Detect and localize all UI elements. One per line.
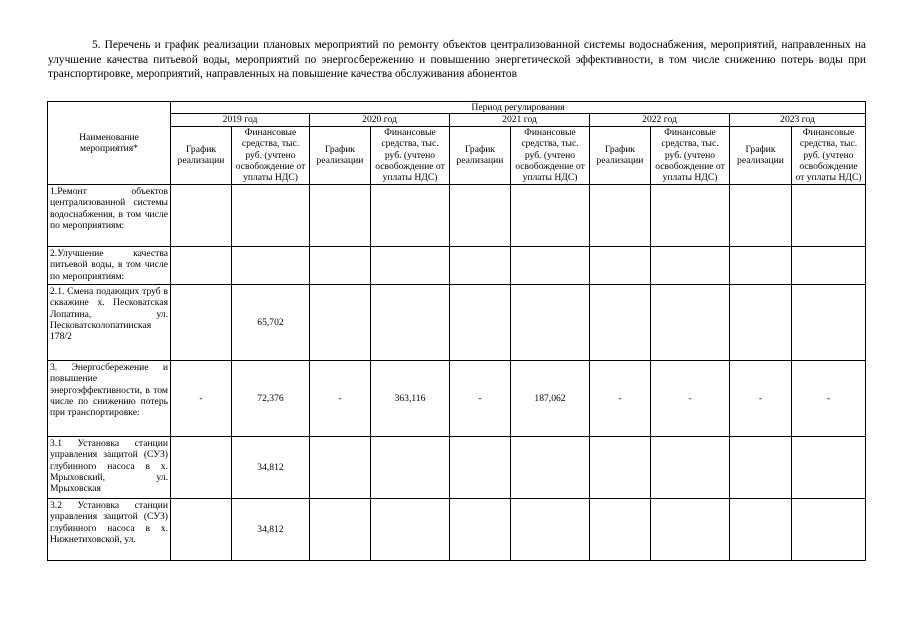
- schedule-cell: [171, 284, 232, 360]
- schedule-cell: [730, 498, 792, 560]
- document-heading: 5. Перечень и график реализации плановых мероприятий по ремонту объектов централизованной системы водоснабжения, мероприятий, направленных на улучшение качества питьевой воды, мероприятий по энергосбережению и повышению энергетической эффективности, в том числе снижению потерь воды при транспортировке, мероприятий, направленных на повышение качества обслуживания абонентов: [48, 39, 866, 81]
- schedule-cell: [310, 284, 371, 360]
- finance-cell: [792, 284, 866, 360]
- finance-cell: 34,812: [232, 436, 310, 498]
- finance-cell: 72,376: [232, 360, 310, 436]
- table-row: [48, 184, 866, 246]
- finance-cell: [232, 246, 310, 284]
- schedule-cell: [171, 498, 232, 560]
- schedule-cell: [730, 184, 792, 246]
- schedule-cell: -: [171, 360, 232, 436]
- finance-cell: [371, 246, 450, 284]
- finance-cell: 187,062: [511, 360, 590, 436]
- subheader-row: [48, 126, 866, 184]
- schedule-cell: -: [450, 360, 511, 436]
- finance-cell: [651, 284, 730, 360]
- year-header: 2020 год: [310, 114, 450, 126]
- year-header: 2019 год: [171, 114, 310, 126]
- table-row: [48, 498, 866, 560]
- finance-cell: [651, 498, 730, 560]
- schedule-cell: [590, 436, 651, 498]
- schedule-cell: [450, 436, 511, 498]
- schedule-subheader: График реализации: [730, 126, 792, 184]
- finance-cell: [511, 436, 590, 498]
- schedule-cell: [730, 246, 792, 284]
- schedule-cell: [450, 184, 511, 246]
- year-header: 2021 год: [450, 114, 590, 126]
- finance-cell: [792, 246, 866, 284]
- activity-name: 2.1. Смена подающих труб в скважине х. Песковатская Лопатина, ул. Песковатсколопатинская 178/2: [48, 284, 171, 360]
- activity-name: 1.Ремонт объектов централизованной системы водоснабжения, в том числе по мероприятиям:: [48, 184, 171, 246]
- finance-cell: [511, 184, 590, 246]
- finance-subheader: Финансовые средства, тыс. руб. (учтено освобождение от уплаты НДС): [511, 126, 590, 184]
- schedule-cell: [590, 284, 651, 360]
- activity-name: 3.1 Установка станции управления защитой (СУЗ) глубинного насоса в х. Мрыховский, ул. Мрыховская: [48, 436, 171, 498]
- table-row: [48, 436, 866, 498]
- finance-cell: [371, 184, 450, 246]
- finance-cell: -: [792, 360, 866, 436]
- activity-name: 3. Энергосбережение и повышение энергоэффективности, в том числе по снижению потерь при транспортировке:: [48, 360, 171, 436]
- finance-cell: [511, 284, 590, 360]
- year-header: 2023 год: [730, 114, 866, 126]
- finance-cell: 363,116: [371, 360, 450, 436]
- activity-name: 3.2 Установка станции управления защитой (СУЗ) глубинного насоса в х. Нижнетиховской, ул.: [48, 498, 171, 560]
- schedule-subheader: График реализации: [450, 126, 511, 184]
- schedule-cell: [730, 436, 792, 498]
- activity-name: 2.Улучшение качества питьевой воды, в том числе по мероприятиям:: [48, 246, 171, 284]
- finance-cell: -: [651, 360, 730, 436]
- finance-cell: [371, 436, 450, 498]
- finance-cell: [651, 436, 730, 498]
- finance-cell: [232, 184, 310, 246]
- schedule-cell: [310, 246, 371, 284]
- schedule-cell: [171, 246, 232, 284]
- schedule-cell: -: [590, 360, 651, 436]
- schedule-cell: [590, 498, 651, 560]
- table-row: [48, 246, 866, 284]
- years-row: [48, 114, 866, 126]
- finance-cell: [511, 246, 590, 284]
- schedule-cell: -: [310, 360, 371, 436]
- table-row: [48, 284, 866, 360]
- schedule-cell: [590, 184, 651, 246]
- schedule-cell: [310, 498, 371, 560]
- finance-subheader: Финансовые средства, тыс. руб. (учтено освобождение от уплаты НДС): [792, 126, 866, 184]
- finance-cell: [792, 436, 866, 498]
- finance-cell: [371, 284, 450, 360]
- schedule-cell: [450, 246, 511, 284]
- activities-table: [47, 101, 866, 561]
- finance-cell: 65,702: [232, 284, 310, 360]
- period-header: Период регулирования: [171, 102, 866, 114]
- schedule-cell: [171, 184, 232, 246]
- schedule-cell: [310, 184, 371, 246]
- schedule-subheader: График реализации: [590, 126, 651, 184]
- finance-cell: 34,812: [232, 498, 310, 560]
- schedule-cell: [450, 284, 511, 360]
- finance-cell: [792, 184, 866, 246]
- finance-cell: [792, 498, 866, 560]
- schedule-cell: [730, 284, 792, 360]
- name-header: Наименование мероприятия*: [48, 102, 171, 185]
- year-header: 2022 год: [590, 114, 730, 126]
- finance-cell: [511, 498, 590, 560]
- finance-subheader: Финансовые средства, тыс. руб. (учтено освобождение от уплаты НДС): [651, 126, 730, 184]
- finance-subheader: Финансовые средства, тыс. руб. (учтено освобождение от уплаты НДС): [371, 126, 450, 184]
- finance-cell: [651, 184, 730, 246]
- schedule-cell: -: [730, 360, 792, 436]
- schedule-subheader: График реализации: [310, 126, 371, 184]
- table-row: [48, 360, 866, 436]
- schedule-cell: [590, 246, 651, 284]
- finance-cell: [371, 498, 450, 560]
- table-body: [48, 184, 866, 560]
- schedule-cell: [171, 436, 232, 498]
- finance-cell: [651, 246, 730, 284]
- schedule-cell: [450, 498, 511, 560]
- schedule-cell: [310, 436, 371, 498]
- finance-subheader: Финансовые средства, тыс. руб. (учтено освобождение от уплаты НДС): [232, 126, 310, 184]
- schedule-subheader: График реализации: [171, 126, 232, 184]
